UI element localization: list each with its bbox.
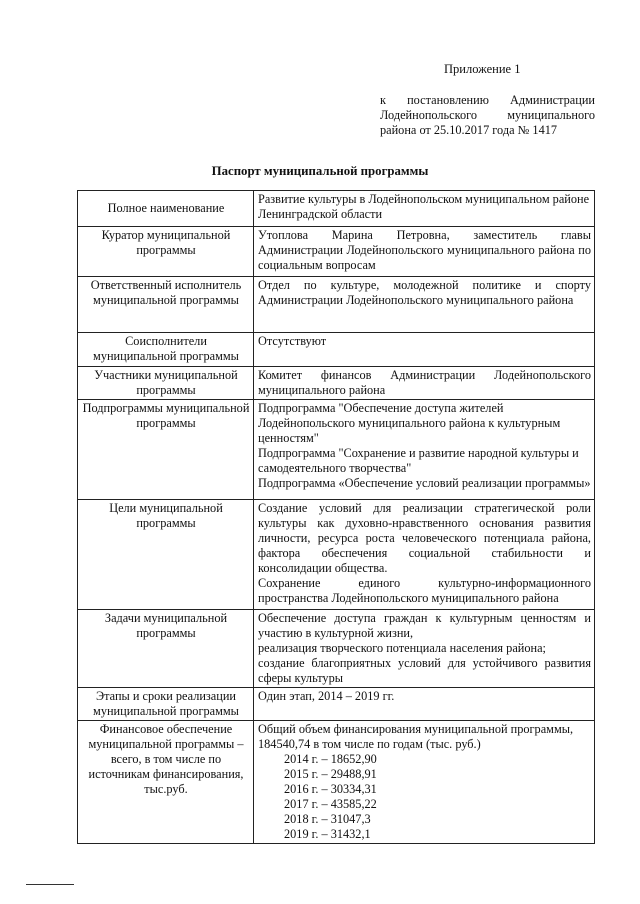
table-row (78, 277, 595, 333)
row-label (78, 688, 254, 721)
row-value (254, 367, 595, 400)
row-label-text: Задачи муниципальной программы (104, 611, 228, 640)
row-label-text: Куратор муниципальной программы (101, 228, 231, 257)
row-label (78, 721, 254, 844)
table-row (78, 500, 595, 610)
value-paragraph: Комитет финансов Администрации Лодейнопольского муниципального района (258, 368, 591, 397)
table-row (78, 367, 595, 400)
document-title: Паспорт муниципальной программы (211, 164, 429, 178)
funding-year: 2018 г. – 31047,3 (284, 812, 371, 826)
annex-ref-line: района от 25.10.2017 года № 1417 (380, 123, 558, 137)
value-paragraph: Создание условий для реализации стратегической роли культуры как духовно-нравственного основания развития личности, ресурса роста человеческого потенциала района, фактора обеспечения социальной стабильности и консолидации общества. (258, 501, 591, 575)
row-value (254, 227, 595, 277)
value-paragraph: Один этап, 2014 – 2019 гг. (258, 689, 395, 703)
row-label-text: Подпрограммы муниципальной программы (82, 401, 250, 430)
annex-ref-line: Лодейнопольского муниципального (380, 108, 595, 122)
row-value (254, 400, 595, 500)
row-label-text: Соисполнители муниципальной программы (93, 334, 239, 363)
row-value (254, 610, 595, 688)
row-value (254, 500, 595, 610)
funding-year: 2017 г. – 43585,22 (284, 797, 377, 811)
passport-table (77, 190, 595, 844)
footnote-divider (26, 884, 74, 885)
value-paragraph: Развитие культуры в Лодейнопольском муниципальном районе Ленинградской области (258, 192, 590, 221)
row-label-text: Участники муниципальной программы (94, 368, 238, 397)
funding-year: 2016 г. – 30334,31 (284, 782, 377, 796)
value-paragraph: Обеспечение доступа граждан к культурным ценностям и участию в культурной жизни, (258, 611, 591, 640)
row-label (78, 277, 254, 333)
value-paragraph: создание благоприятных условий для устойчивого развития сферы культуры (258, 656, 591, 685)
funding-year: 2019 г. – 31432,1 (284, 827, 371, 841)
table-row (78, 227, 595, 277)
row-value (254, 277, 595, 333)
table-row (78, 721, 595, 844)
row-value (254, 688, 595, 721)
table-row (78, 191, 595, 227)
row-label (78, 610, 254, 688)
value-paragraph: Отсутствуют (258, 334, 327, 348)
funding-year: 2014 г. – 18652,90 (284, 752, 377, 766)
value-paragraph: Подпрограмма "Обеспечение доступа жителей Лодейнопольского муниципального района к культурным ценностям" (258, 401, 561, 445)
value-paragraph: Подпрограмма "Сохранение и развитие народной культуры и самодеятельного творчества" (258, 446, 579, 475)
row-label (78, 333, 254, 367)
value-paragraph: Утоплова Марина Петровна, заместитель главы Администрации Лодейнопольского муниципального района по социальным вопросам (258, 228, 591, 272)
row-label-text: Полное наименование (107, 201, 225, 215)
value-paragraph: Подпрограмма «Обеспечение условий реализации программы» (258, 476, 591, 490)
row-label (78, 227, 254, 277)
row-label (78, 400, 254, 500)
value-paragraph: Отдел по культуре, молодежной политике и спорту Администрации Лодейнопольского муниципального района (258, 278, 591, 307)
row-label-text: Цели муниципальной программы (109, 501, 223, 530)
row-label (78, 191, 254, 227)
table-row (78, 400, 595, 500)
value-paragraph: реализация творческого потенциала населения района; (258, 641, 546, 655)
table-row (78, 688, 595, 721)
table-row (78, 610, 595, 688)
annex-ref-line: к постановлению Администрации (380, 93, 595, 107)
value-paragraph: Общий объем финансирования муниципальной программы, 184540,74 в том числе по годам (тыс. руб.) (258, 722, 574, 751)
table-row (78, 333, 595, 367)
row-label (78, 500, 254, 610)
row-value (254, 333, 595, 367)
row-label-text: Ответственный исполнитель муниципальной программы (90, 278, 242, 307)
annex-title: Приложение 1 (444, 62, 521, 76)
row-label-text: Финансовое обеспечение муниципальной программы – всего, в том числе по источникам финансирования, тыс.руб. (88, 722, 244, 796)
row-value (254, 191, 595, 227)
row-label (78, 367, 254, 400)
row-label-text: Этапы и сроки реализации муниципальной программы (93, 689, 239, 718)
row-value (254, 721, 595, 844)
funding-year: 2015 г. – 29488,91 (284, 767, 377, 781)
annex-reference (380, 93, 595, 138)
value-paragraph: Сохранение единого культурно-информационного пространства Лодейнопольского муниципального района (258, 576, 591, 605)
